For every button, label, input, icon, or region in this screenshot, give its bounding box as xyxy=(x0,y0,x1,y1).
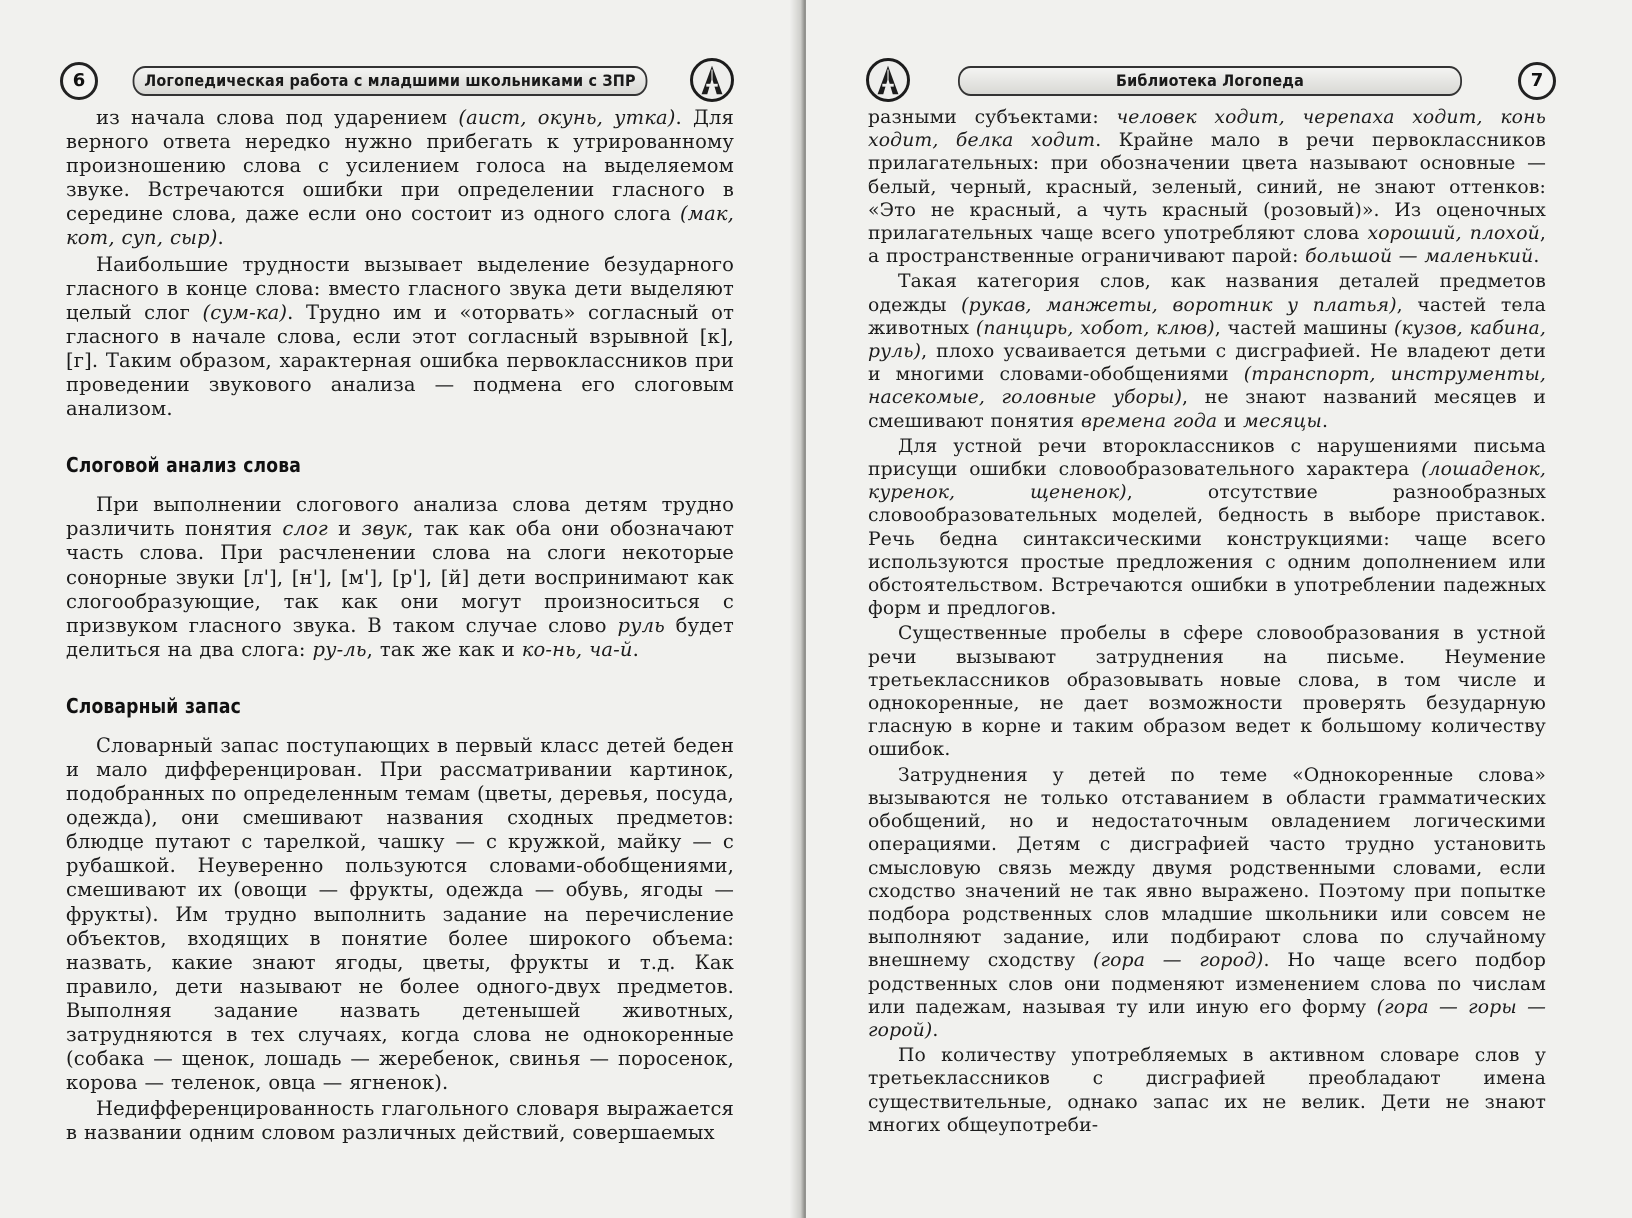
italic-example: слог xyxy=(282,517,328,541)
paragraph xyxy=(66,493,734,662)
left-page-number: 6 xyxy=(60,62,98,100)
text-run: и xyxy=(1217,410,1244,432)
text-run: По количеству употребляемых в активном словаре слов у третьеклассников с дисграфией преобладают имена существительные, однако запас их не велик. Дети не знают многих общеупотреби- xyxy=(868,1045,1546,1136)
italic-example: (мак, кот, суп, сыр) xyxy=(66,202,734,250)
text-run: из начала слова под ударением xyxy=(96,106,459,129)
publisher-logo-icon xyxy=(690,58,734,102)
italic-example: (аист, окунь, утка) xyxy=(458,106,676,129)
section-title-syllable-analysis: Слоговой анализ слова xyxy=(66,453,301,478)
text-run: разными субъектами: xyxy=(868,107,1117,128)
text-run: Словарный запас поступающих в первый класс детей беден и мало дифференцирован. При рассматривании картинок, подобранных по определенным темам (цветы, деревья, посуда, одежда), они смешивают названия сходных предметов: блюдце путают с тарелкой, чашку — с кружкой, майку — с рубашкой. Неуверенно пользуются словами-обобщениями, смешивают их (овощи — фрукты, одежда — обувь, ягоды — фрукты). Им трудно выполнить задание на перечисление объектов, входящих в понятие более широкого объема: назвать, какие знают ягоды, цветы, фрукты и т.д. Как правило, дети называют не более одного-двух предметов. Выполняя задание назвать детенышей животных, затрудняются в тех случаях, когда слова не однокоренные (собака — щенок, лошадь — жеребенок, свинья — поросенок, корова — теленок, овца — ягненок). xyxy=(66,733,734,1095)
text-run: и xyxy=(327,517,362,541)
right-running-title: Библиотека Логопеда xyxy=(958,66,1462,96)
right-running-header xyxy=(866,58,1572,102)
italic-example: (гора — город) xyxy=(1093,950,1264,972)
left-running-title: Логопедическая работа с младшими школьниками с ЗПР xyxy=(133,66,648,96)
paragraph xyxy=(66,253,734,422)
syllable-analysis-paragraphs xyxy=(66,493,734,662)
italic-example: (гора — горы — горой) xyxy=(868,996,1546,1041)
right-text-column xyxy=(868,106,1546,1137)
text-run: . Для верного ответа нередко нужно прибегать к утрированному произношению слова с усилением голоса на выделяемом звуке. Встречаются ошибки при определении гласного в середине слова, даже если оно состоит из одного слога xyxy=(66,106,734,226)
text-run: , а пространственные ограничивают парой: xyxy=(868,223,1547,268)
text-run: будет делиться на два слога: xyxy=(66,613,734,661)
paragraph xyxy=(66,1097,734,1145)
italic-example: (сум-ка) xyxy=(202,300,288,324)
italic-example: времена года xyxy=(1080,410,1218,432)
italic-example: (панцирь, хобот, клюв) xyxy=(975,317,1215,339)
text-run: . xyxy=(217,226,224,250)
italic-example: (лошаденок, куренок, щененок) xyxy=(868,459,1546,504)
paragraph xyxy=(868,764,1546,1042)
italic-example: месяцы xyxy=(1243,410,1322,432)
right-page-number: 7 xyxy=(1518,62,1556,100)
italic-example: (рукав, манжеты, воротник у платья) xyxy=(961,294,1397,316)
text-run: . xyxy=(632,637,639,661)
paragraph xyxy=(868,1044,1546,1137)
left-running-header xyxy=(60,58,740,102)
italic-example: большой — маленький xyxy=(1305,246,1534,268)
publisher-logo-icon xyxy=(866,58,910,102)
text-run: , частей машины xyxy=(1214,317,1394,339)
text-run: , не знают названий месяцев и смешивают понятия xyxy=(868,387,1546,432)
left-intro-paragraphs xyxy=(66,106,734,421)
italic-example: человек ходит, черепаха ходит, конь ходит, белка ходит xyxy=(868,107,1546,152)
text-run: . Трудно им и «оторвать» согласный от гласного в начале слова, если этот согласный взрывной [к], [г]. Таким образом, характерная ошибка первоклассников при проведении звукового анализа — подмена его слоговым анализом. xyxy=(66,300,735,421)
paragraph xyxy=(66,106,734,251)
text-run: , отсутствие разнообразных словообразовательных моделей, бедность в выборе приставок. Речь бедна синтаксическими конструкциями: чаще всего используются простые предложения с одним дополнением или обстоятельством. Встречаются ошибки в употреблении падежных форм и предлогов. xyxy=(868,482,1546,620)
text-run: , так же как и xyxy=(366,637,522,661)
left-page xyxy=(0,0,804,1218)
section-title-vocabulary: Словарный запас xyxy=(66,693,241,718)
text-run: . xyxy=(1321,410,1329,432)
italic-example: ру-ль xyxy=(312,637,367,661)
text-run: . xyxy=(932,1019,939,1041)
italic-example: (транспорт, инструменты, насекомые, головные уборы) xyxy=(868,364,1546,409)
right-paragraphs xyxy=(868,106,1546,1137)
text-run: Для устной речи второклассников с нарушениями письма присущи ошибки словообразовательного характера xyxy=(868,435,1546,481)
text-run: Недифференцированность глагольного словаря выражается в названии одним словом различных действий, совершаемых xyxy=(66,1097,734,1145)
paragraph xyxy=(868,435,1546,621)
italic-example: ко-нь, ча-й xyxy=(521,637,633,661)
text-run: . Крайне мало в речи первоклассников прилагательных: при обозначении цвета называют основные — белый, черный, красный, зеленый, синий, не знают оттенков: «Это не красный, а чуть красный (розовый)». Из оценочных прилагательных чаще всего употребляют слова xyxy=(868,130,1547,245)
text-run: . xyxy=(1533,246,1540,268)
text-run: Наибольшие трудности вызывает выделение безударного гласного в конце слова: вместо гласного звука дети выделяют целый слог xyxy=(66,252,734,324)
text-run: При выполнении слогового анализа слова детям трудно различить понятия xyxy=(66,493,734,541)
left-text-column xyxy=(66,106,734,1145)
text-run: Существенные пробелы в сфере словообразования в устной речи вызывают затруднения на письме. Неумение третьеклассников образовывать новые слова, в том числе и однокоренные, не дает возможности проверять безударную гласную в корне и таким образом ведет к большому количеству ошибок. xyxy=(868,623,1546,761)
text-run: , частей тела животных xyxy=(868,294,1546,339)
paragraph xyxy=(868,622,1546,761)
paragraph xyxy=(868,106,1546,268)
paragraph xyxy=(66,734,734,1095)
text-run: Такая категория слов, как названия деталей предметов одежды xyxy=(868,271,1546,316)
vocabulary-paragraphs xyxy=(66,734,734,1146)
text-run: , так как оба они обозначают часть слова. При расчленении слова на слоги некоторые сонорные звуки [л'], [н'], [м'], [р'], [й] дети воспринимают как слогообразующие, так как они могут произноситься с призвуком гласного звука. В таком случае слово xyxy=(66,517,735,637)
italic-example: руль xyxy=(617,613,665,637)
italic-example: хороший, плохой xyxy=(1367,223,1540,245)
italic-example: звук xyxy=(361,517,408,541)
text-run: Затруднения у детей по теме «Однокоренные слова» вызываются не только отставанием в области грамматических обобщений, но и недостаточным овладением логическими операциями. Детям с дисграфией часто трудно установить смысловую связь между двумя родственными словами, если сходство значений не так явно выражено. Поэтому при попытке подбора родственных слов младшие школьники или совсем не выполняют задание, или подбирают слова по случайному внешнему сходству xyxy=(868,764,1546,972)
italic-example: (кузов, кабина, руль) xyxy=(868,317,1546,363)
text-run: , плохо усваивается детьми с дисграфией. Не владеют дети и многими словами-обобщениями xyxy=(868,341,1546,386)
paragraph xyxy=(868,270,1546,432)
text-run: . Но чаще всего подбор родственных слов они подменяют изменением слова по числам или падежам, называя ту или иную его форму xyxy=(868,950,1546,1018)
right-page xyxy=(806,0,1632,1218)
